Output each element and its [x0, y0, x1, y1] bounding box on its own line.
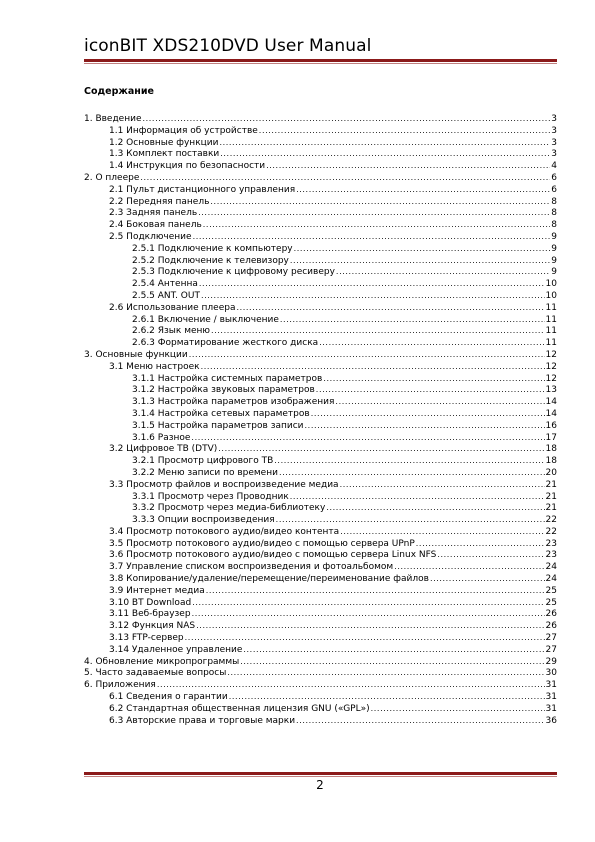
toc-entry-title: 2.5 Подключение [109, 231, 192, 242]
toc-entry-title: 1.4 Инструкция по безопасности [109, 161, 266, 172]
toc-entry-title: 2.6.1 Включение / выключение [132, 314, 279, 325]
toc-entry-title: 3.11 Веб-браузер [109, 609, 191, 620]
toc-entry-page: 20 [545, 467, 557, 478]
toc-entry-title: 6.3 Авторские права и торговые марки [109, 715, 296, 726]
toc-entry-page: 26 [545, 621, 557, 632]
toc-entry[interactable] [84, 266, 557, 278]
header-rule-thin [84, 63, 557, 64]
toc-entry-page: 27 [545, 644, 557, 655]
toc-entry-title: 3.12 Функция NAS [109, 621, 196, 632]
toc-entry[interactable] [84, 278, 557, 290]
toc-entry-page: 9 [551, 267, 557, 278]
toc-entry[interactable] [84, 396, 557, 408]
toc-entry-title: 3.13 FTP-сервер [109, 633, 184, 644]
toc-entry-title: 3.2.2 Меню записи по времени [132, 467, 278, 478]
toc-entry-page: 25 [545, 597, 557, 608]
toc-entry-page: 12 [545, 349, 557, 360]
toc-entry[interactable] [84, 491, 557, 503]
toc-entry[interactable] [84, 137, 557, 149]
toc-entry-title: 2.1 Пульт дистанционного управления [109, 184, 296, 195]
toc-entry[interactable] [84, 703, 557, 715]
toc-entry[interactable] [84, 172, 557, 184]
toc-entry[interactable] [84, 408, 557, 420]
toc-entry-page: 29 [545, 656, 557, 667]
toc-entry[interactable] [84, 196, 557, 208]
toc-entry-title: 2.5.2 Подключение к телевизору [132, 255, 289, 266]
toc-entry-title: 2.3 Задняя панель [109, 208, 198, 219]
toc-entry-title: 2.6.2 Язык меню [132, 326, 210, 337]
toc-entry[interactable] [84, 290, 557, 302]
toc-entry-title: 6. Приложения [84, 680, 156, 691]
toc-entry[interactable] [84, 679, 557, 691]
toc-entry[interactable] [84, 373, 557, 385]
toc-entry-page: 11 [545, 326, 557, 337]
toc-entry-page: 24 [545, 562, 557, 573]
toc-entry-page: 12 [545, 361, 557, 372]
toc-entry-page: 6 [551, 184, 557, 195]
toc-entry[interactable] [84, 632, 557, 644]
toc-entry[interactable] [84, 420, 557, 432]
toc-entry-page: 10 [545, 290, 557, 301]
toc-entry[interactable] [84, 620, 557, 632]
toc-entry-title: 2.6 Использование плеера [109, 302, 236, 313]
toc-entry-title: 6.2 Стандартная общественная лицензия GNU («GPL») [109, 703, 370, 714]
toc-entry-page: 9 [551, 255, 557, 266]
toc-entry-page: 14 [545, 397, 557, 408]
toc-entry-title: 3.10 BT Download [109, 597, 192, 608]
toc-entry[interactable] [84, 314, 557, 326]
toc-entry-title: 2.5.1 Подключение к компьютеру [132, 243, 293, 254]
toc-entry[interactable] [84, 443, 557, 455]
toc-entry[interactable] [84, 691, 557, 703]
toc-entry-page: 22 [545, 515, 557, 526]
toc-entry[interactable] [84, 667, 557, 679]
page-header-title: iconBIT XDS210DVD User Manual [84, 36, 372, 56]
toc-entry-page: 3 [551, 149, 557, 160]
toc-entry[interactable] [84, 255, 557, 267]
toc-entry-title: 3.3.2 Просмотр через медиа-библиотеку [132, 503, 326, 514]
toc-entry-page: 14 [545, 408, 557, 419]
toc-entry-page: 8 [551, 220, 557, 231]
toc-entry[interactable] [84, 432, 557, 444]
toc-entry-title: 1.3 Комплект поставки [109, 149, 220, 160]
toc-entry-title: 3.1.5 Настройка параметров записи [132, 420, 304, 431]
toc-entry[interactable] [84, 113, 557, 125]
toc-entry-page: 21 [545, 491, 557, 502]
toc-entry[interactable] [84, 644, 557, 656]
toc-entry-title: 3.2 Цифровое ТВ (DTV) [109, 444, 218, 455]
toc-entry[interactable] [84, 502, 557, 514]
toc-entry-page: 21 [545, 503, 557, 514]
toc-entry-title: 3.3 Просмотр файлов и воспроизведение медиа [109, 479, 339, 490]
toc-entry[interactable] [84, 549, 557, 561]
toc-entry-title: 2. О плеере [84, 172, 140, 183]
toc-entry[interactable] [84, 384, 557, 396]
footer-rule-thin [84, 776, 557, 777]
toc-entry-page: 26 [545, 609, 557, 620]
toc-entry-title: 3.7 Управление списком воспроизведения и фотоальбомом [109, 562, 394, 573]
toc-entry-title: 5. Часто задаваемые вопросы [84, 668, 227, 679]
toc-entry-page: 4 [551, 161, 557, 172]
toc-entry-title: 2.5.4 Антенна [132, 279, 198, 290]
toc-entry-title: 3.1.3 Настройка параметров изображения [132, 397, 335, 408]
toc-entry[interactable] [84, 325, 557, 337]
toc-entry-title: 3.9 Интернет медиа [109, 585, 205, 596]
toc-entry-page: 3 [551, 137, 557, 148]
toc-entry-title: 3.2.1 Просмотр цифрового ТВ [132, 456, 274, 467]
toc-entry-page: 18 [545, 444, 557, 455]
toc-entry-page: 36 [545, 715, 557, 726]
toc-entry[interactable] [84, 455, 557, 467]
toc-entry-page: 23 [545, 550, 557, 561]
toc-entry-title: 2.6.3 Форматирование жесткого диска [132, 338, 319, 349]
toc-entry[interactable] [84, 656, 557, 668]
toc-entry-title: 2.5.3 Подключение к цифровому ресиверу [132, 267, 335, 278]
toc-entry-page: 21 [545, 479, 557, 490]
toc-entry-title: 3.5 Просмотр потокового аудио/видео с помощью сервера UPnP [109, 538, 415, 549]
toc-entry-page: 31 [545, 680, 557, 691]
toc-entry-page: 23 [545, 538, 557, 549]
toc-entry[interactable] [84, 597, 557, 609]
toc-entry[interactable] [84, 538, 557, 550]
toc-entry-page: 9 [551, 243, 557, 254]
toc-entry[interactable] [84, 243, 557, 255]
toc-entry-title: 3.8 Копирование/удаление/перемещение/переименование файлов [109, 574, 429, 585]
toc-entry[interactable] [84, 561, 557, 573]
header-rule [84, 59, 557, 62]
toc-entry[interactable] [84, 585, 557, 597]
toc-entry-page: 8 [551, 208, 557, 219]
table-of-contents [84, 113, 557, 726]
toc-entry-title: 3.1.6 Разное [132, 432, 191, 443]
toc-entry-title: 1. Введение [84, 114, 142, 124]
toc-entry-title: 3. Основные функции [84, 349, 188, 360]
toc-leader-dots [296, 715, 545, 728]
toc-entry-page: 25 [545, 585, 557, 596]
toc-entry[interactable] [84, 148, 557, 160]
toc-entry[interactable] [84, 514, 557, 526]
toc-entry[interactable] [84, 361, 557, 373]
toc-entry-title: 2.2 Передняя панель [109, 196, 210, 207]
toc-entry[interactable] [84, 337, 557, 349]
toc-entry-title: 3.1.4 Настройка сетевых параметров [132, 408, 310, 419]
toc-entry-page: 31 [545, 703, 557, 714]
toc-entry-title: 6.1 Сведения о гарантии [109, 692, 228, 703]
toc-entry-page: 11 [545, 314, 557, 325]
toc-entry-title: 3.3.1 Просмотр через Проводник [132, 491, 289, 502]
toc-entry-title: 2.4 Боковая панель [109, 220, 202, 231]
toc-entry[interactable] [84, 526, 557, 538]
toc-entry[interactable] [84, 608, 557, 620]
toc-entry-page: 24 [545, 574, 557, 585]
toc-entry-page: 8 [551, 196, 557, 207]
toc-entry-page: 6 [551, 172, 557, 183]
toc-entry[interactable] [84, 231, 557, 243]
toc-entry-page: 10 [545, 279, 557, 290]
toc-entry-page: 13 [545, 385, 557, 396]
footer-rule [84, 772, 557, 775]
toc-entry-page: 17 [545, 432, 557, 443]
toc-entry-page: 9 [551, 231, 557, 242]
page-number: 2 [316, 778, 324, 792]
toc-entry-page: 31 [545, 692, 557, 703]
toc-entry[interactable] [84, 125, 557, 137]
toc-entry[interactable] [84, 467, 557, 479]
toc-entry[interactable] [84, 160, 557, 172]
toc-entry-page: 3 [551, 114, 557, 124]
toc-entry-title: 3.4 Просмотр потокового аудио/видео контента [109, 526, 340, 537]
toc-entry-title: 1.2 Основные функции [109, 137, 219, 148]
toc-entry-page: 18 [545, 456, 557, 467]
toc-heading: Содержание [84, 86, 154, 97]
toc-entry-title: 1.1 Информация об устройстве [109, 125, 258, 136]
toc-entry[interactable] [84, 349, 557, 361]
toc-entry-page: 3 [551, 125, 557, 136]
toc-entry[interactable] [84, 207, 557, 219]
toc-entry-title: 4. Обновление микропрограммы [84, 656, 240, 667]
toc-entry-title: 3.6 Просмотр потокового аудио/видео с помощью сервера Linux NFS [109, 550, 437, 561]
toc-entry-title: 3.1.2 Настройка звуковых параметров [132, 385, 315, 396]
toc-entry[interactable] [84, 302, 557, 314]
toc-entry-title: 3.1 Меню настроек [109, 361, 200, 372]
toc-entry-title: 3.1.1 Настройка системных параметров [132, 373, 323, 384]
toc-entry-page: 12 [545, 373, 557, 384]
toc-entry-title: 3.14 Удаленное управление [109, 644, 243, 655]
toc-entry-title: 2.5.5 ANT. OUT [132, 290, 200, 301]
toc-entry-page: 11 [545, 302, 557, 313]
toc-entry[interactable] [84, 715, 557, 727]
toc-entry-page: 16 [545, 420, 557, 431]
toc-entry[interactable] [84, 219, 557, 231]
toc-entry[interactable] [84, 573, 557, 585]
toc-entry[interactable] [84, 184, 557, 196]
toc-entry-page: 30 [545, 668, 557, 679]
toc-entry[interactable] [84, 479, 557, 491]
toc-entry-page: 11 [545, 338, 557, 349]
toc-entry-page: 22 [545, 526, 557, 537]
toc-entry-title: 3.3.3 Опции воспроизведения [132, 515, 275, 526]
toc-entry-page: 27 [545, 633, 557, 644]
